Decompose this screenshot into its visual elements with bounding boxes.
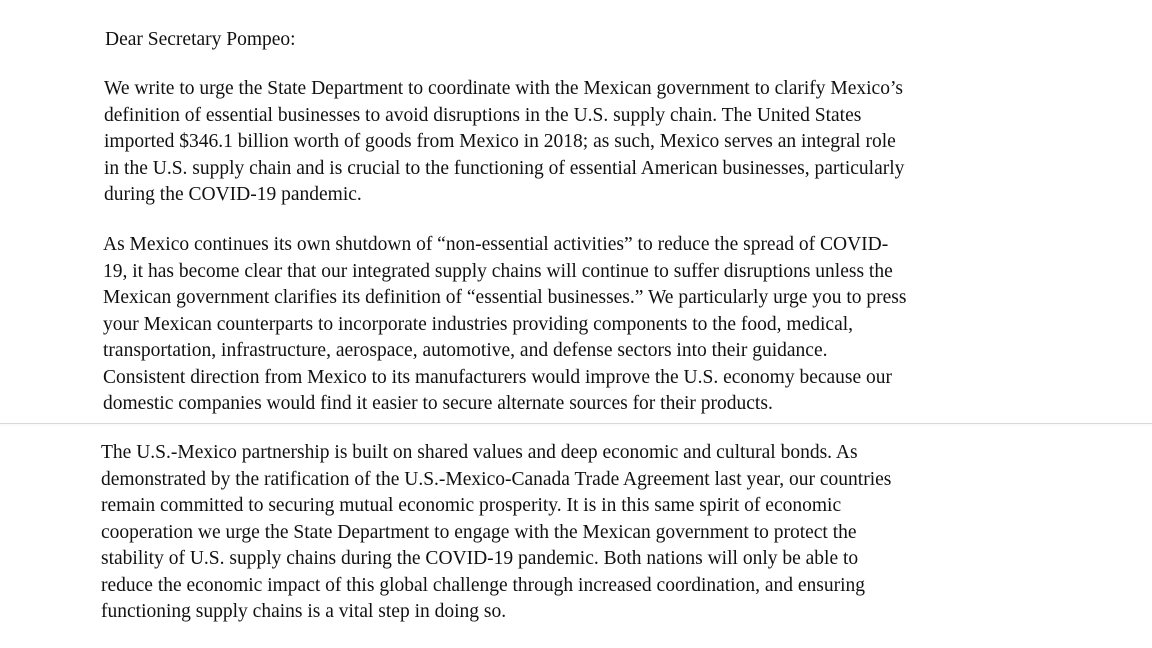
paragraph-supply-chain: We write to urge the State Department to coordinate with the Mexican government to clarify Mexico’s definition of essential businesses to avoid disruptions in the U.S. supply chain. The United States imported $346.1 billion worth of goods from Mexico in 2018; as such, Mexico serves an integral role in the U.S. supply chain and is crucial to the functioning of essential American businesses, particularly during the COVID-19 pandemic. bbox=[104, 78, 905, 205]
page-divider bbox=[0, 423, 1152, 424]
paragraph-essential-businesses: As Mexico continues its own shutdown of “non-essential activities” to reduce the spread of COVID- 19, it has become clear that our integrated supply chains will continue to suffer disruptions unless the Mexican government clarifies its definition of “essential businesses.” We particularly urge you to press your Mexican counterparts to incorporate industries providing components to the food, medical, transportation, infrastructure, aerospace, automotive, and defense sectors into their guidance. Consistent direction from Mexico to its manufacturers would improve the U.S. economy because our domestic companies would find it easier to secure alternate sources for their products. bbox=[103, 234, 907, 414]
paragraph-partnership: The U.S.-Mexico partnership is built on shared values and deep economic and cultural bonds. As demonstrated by the ratification of the U.S.-Mexico-Canada Trade Agreement last year, our countries remain committed to securing mutual economic prosperity. It is in this same spirit of economic cooperation we urge the State Department to engage with the Mexican government to protect the stability of U.S. supply chains during the COVID-19 pandemic. Both nations will only be able to reduce the economic impact of this global challenge through increased coordination, and ensuring functioning supply chains is a vital step in doing so. bbox=[101, 442, 892, 622]
salutation: Dear Secretary Pompeo: bbox=[105, 29, 296, 50]
